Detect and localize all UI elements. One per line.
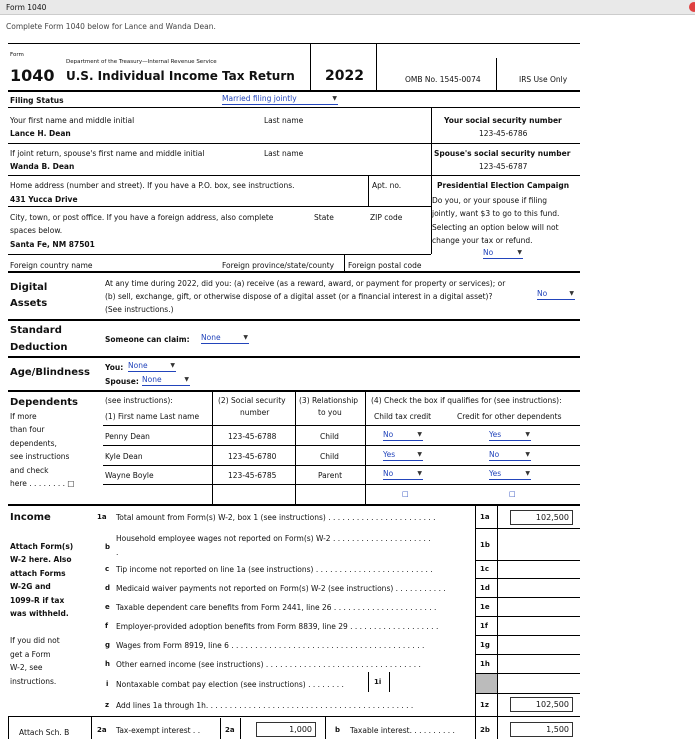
- dependent-relationship[interactable]: Child: [320, 432, 339, 441]
- income-side-text-2: If you did not: [10, 636, 60, 645]
- line-2b-text: Taxable interest. . . . . . . . . .: [350, 726, 455, 735]
- box-label: 1e: [480, 603, 490, 611]
- city-label-2: spaces below.: [10, 226, 63, 235]
- line-number: b: [335, 726, 341, 734]
- line-number: g: [105, 641, 111, 649]
- line-1z-input[interactable]: 102,500: [510, 697, 573, 712]
- line-number: b: [105, 543, 111, 551]
- digital-assets-label: Digital: [10, 282, 48, 293]
- income-side-text: Attach Form(s): [10, 542, 74, 551]
- income-side-text: attach Forms: [10, 569, 66, 578]
- box-label: 2b: [480, 726, 490, 734]
- dependents-col3-header: (3) Relationship: [299, 396, 359, 405]
- form-label: Form: [10, 52, 24, 58]
- spouse-name[interactable]: Wanda B. Dean: [10, 162, 75, 171]
- line-1i-text: Nontaxable combat pay election (see instructions) . . . . . . . .: [116, 680, 344, 689]
- digital-assets-question: (See instructions.): [105, 305, 174, 314]
- chevron-down-icon: ▼: [417, 431, 422, 438]
- city-label: City, town, or post office. If you have a foreign address, also complete: [10, 213, 274, 222]
- someone-can-claim-label: Someone can claim:: [105, 335, 190, 344]
- chevron-down-icon: ▼: [569, 290, 574, 297]
- zip-label: ZIP code: [370, 213, 403, 222]
- you-age-select[interactable]: None ▼: [128, 361, 175, 370]
- spouse-last-name-label: Last name: [264, 149, 304, 158]
- spouse-label: Spouse:: [105, 377, 139, 386]
- dependents-col2-header: (2) Social security: [218, 396, 286, 405]
- digital-assets-label-2: Assets: [10, 298, 48, 309]
- attach-sch-b-text: Attach Sch. B: [19, 728, 70, 737]
- dependents-col2-header-2: number: [240, 408, 270, 417]
- campaign-text: Selecting an option below will not: [432, 223, 559, 232]
- dependents-col1-header: (see instructions):: [105, 396, 173, 405]
- filing-status-select[interactable]: Married filing jointly ▼: [222, 94, 337, 103]
- line-number: c: [105, 565, 110, 573]
- dependents-side-text[interactable]: here . . . . . . . . □: [10, 479, 75, 488]
- filing-status-label: Filing Status: [10, 96, 64, 105]
- line-1a-input[interactable]: 102,500: [510, 510, 573, 525]
- chevron-down-icon: ▼: [517, 249, 522, 256]
- box-label: 1c: [480, 565, 490, 573]
- campaign-text: jointly, want $3 to go to this fund.: [432, 209, 560, 218]
- digital-assets-question: (b) sell, exchange, gift, or otherwise dispose of a digital asset (or a financial interest in a digital asset)?: [105, 292, 493, 301]
- spouse-ssn-label: Spouse's social security number: [434, 149, 571, 158]
- income-side-text: 1099-R if tax: [10, 596, 65, 605]
- line-number: e: [105, 603, 110, 611]
- line-1a-text: Total amount from Form(s) W-2, box 1 (see instructions) . . . . . . . . . . . . . . . . . . . . . . .: [116, 513, 436, 522]
- dependent-ssn[interactable]: 123-45-6788: [228, 432, 277, 441]
- chevron-down-icon: ▼: [525, 470, 530, 477]
- taxpayer-ssn[interactable]: 123-45-6786: [479, 129, 528, 138]
- line-1e-text: Taxable dependent care benefits from Form 2441, line 26 . . . . . . . . . . . . . . . . . . . . . .: [116, 603, 437, 612]
- dependent-ctc-select[interactable]: No ▼: [383, 469, 422, 478]
- dependents-side-text: If more: [10, 412, 37, 421]
- box-label: 1z: [480, 701, 489, 709]
- line-1b-dot: .: [116, 548, 119, 557]
- digital-assets-question: At any time during 2022, did you: (a) receive (as a reward, award, or payment for property or services); or: [105, 279, 506, 288]
- dependent-odc-select[interactable]: No ▼: [489, 450, 530, 459]
- chevron-down-icon: ▼: [184, 376, 189, 383]
- window-titlebar: [0, 0, 695, 15]
- box-label: 1i: [374, 678, 382, 686]
- income-label: Income: [10, 512, 51, 523]
- taxpayer-name[interactable]: Lance H. Dean: [10, 129, 71, 138]
- other-dependents-header: Credit for other dependents: [457, 412, 562, 421]
- tax-year: 2022: [325, 68, 364, 84]
- foreign-postal-label: Foreign postal code: [348, 261, 422, 270]
- dependent-ctc-select[interactable]: No ▼: [383, 430, 422, 439]
- dependent-odc-select[interactable]: Yes ▼: [489, 469, 530, 478]
- line-1g-text: Wages from Form 8919, line 6 . . . . . . . . . . . . . . . . . . . . . . . . . . . . . . . . . . . . . . . . .: [116, 641, 425, 650]
- spouse-first-name-label: If joint return, spouse's first name and middle initial: [10, 149, 205, 158]
- chevron-down-icon: ▼: [417, 451, 422, 458]
- income-side-text-2: instructions.: [10, 677, 57, 686]
- dependent-ssn[interactable]: 123-45-6780: [228, 452, 277, 461]
- state-label: State: [314, 213, 334, 222]
- standard-deduction-label: Standard: [10, 325, 62, 336]
- taxpayer-ssn-label: Your social security number: [444, 116, 562, 125]
- standard-deduction-label-2: Deduction: [10, 342, 68, 353]
- line-1h-text: Other earned income (see instructions) . . . . . . . . . . . . . . . . . . . . . . . . . . . . . . . . .: [116, 660, 421, 669]
- age-blindness-label: Age/Blindness: [10, 367, 90, 378]
- box-label: 1d: [480, 584, 490, 592]
- line-1f-text: Employer-provided adoption benefits from Form 8839, line 29 . . . . . . . . . . . . . . . . . . .: [116, 622, 439, 631]
- dependent-relationship[interactable]: Parent: [318, 471, 343, 480]
- irs-use-only: IRS Use Only: [519, 75, 568, 84]
- line-2a-input[interactable]: 1,000: [256, 722, 316, 737]
- someone-can-claim-select[interactable]: None ▼: [201, 333, 248, 342]
- foreign-province-label: Foreign province/state/county: [222, 261, 335, 270]
- empty-checkbox[interactable]: □: [402, 490, 409, 498]
- campaign-select[interactable]: No ▼: [483, 248, 522, 257]
- window-title: Form 1040: [6, 3, 47, 12]
- line-1i-shaded: [476, 673, 497, 693]
- line-number: 2a: [97, 726, 107, 734]
- line-1c-text: Tip income not reported on line 1a (see instructions) . . . . . . . . . . . . . . . . . . . . . . . . .: [116, 565, 433, 574]
- dependents-side-text: than four: [10, 425, 45, 434]
- income-side-text-2: W-2, see: [10, 663, 43, 672]
- dependents-col4-header: (4) Check the box if qualifies for (see instructions):: [371, 396, 562, 405]
- dependents-side-text: dependents,: [10, 439, 57, 448]
- line-number: d: [105, 584, 111, 592]
- form-title: U.S. Individual Income Tax Return: [66, 69, 295, 83]
- foreign-country-label: Foreign country name: [10, 261, 93, 270]
- dependents-col3-header-2: to you: [318, 408, 342, 417]
- spouse-age-select[interactable]: None ▼: [142, 375, 189, 384]
- box-label: 1f: [480, 622, 488, 630]
- chevron-down-icon: ▼: [417, 470, 422, 477]
- chevron-down-icon: ▼: [243, 334, 248, 341]
- dependents-label: Dependents: [10, 397, 78, 408]
- chevron-down-icon: ▼: [525, 451, 530, 458]
- income-side-text: W-2G and: [10, 582, 51, 591]
- spouse-ssn[interactable]: 123-45-6787: [479, 162, 528, 171]
- first-name-label: Your first name and middle initial: [10, 116, 135, 125]
- line-2a-text: Tax-exempt interest . .: [116, 726, 201, 735]
- income-side-text: W-2 here. Also: [10, 555, 72, 564]
- line-number: z: [105, 701, 110, 709]
- line-1z-text: Add lines 1a through 1h. . . . . . . . . . . . . . . . . . . . . . . . . . . . . . . . . . . . . . . . . . . .: [116, 701, 414, 710]
- campaign-text: change your tax or refund.: [432, 236, 533, 245]
- empty-checkbox[interactable]: □: [509, 490, 516, 498]
- dependents-side-text: see instructions: [10, 452, 70, 461]
- dependent-name[interactable]: Kyle Dean: [105, 452, 143, 461]
- box-label: 1a: [480, 513, 490, 521]
- dept-text: Department of the Treasury—Internal Revenue Service: [66, 59, 217, 65]
- line-number: h: [105, 660, 110, 668]
- line-1b-text: Household employee wages not reported on Form(s) W-2 . . . . . . . . . . . . . . . . . . . . .: [116, 534, 431, 543]
- campaign-title: Presidential Election Campaign: [437, 181, 570, 190]
- you-label: You:: [105, 363, 124, 372]
- digital-assets-select[interactable]: No ▼: [537, 289, 574, 298]
- apt-label: Apt. no.: [372, 181, 402, 190]
- chevron-down-icon: ▼: [525, 431, 530, 438]
- close-icon[interactable]: [689, 2, 695, 12]
- omb-number: OMB No. 1545-0074: [405, 75, 481, 84]
- dependents-side-text: and check: [10, 466, 49, 475]
- dependent-ssn[interactable]: 123-45-6785: [228, 471, 277, 480]
- dependent-name[interactable]: Wayne Boyle: [105, 471, 154, 480]
- dependent-relationship[interactable]: Child: [320, 452, 339, 461]
- box-label: 2a: [225, 726, 235, 734]
- home-address-label: Home address (number and street). If you have a P.O. box, see instructions.: [10, 181, 295, 190]
- line-2b-input[interactable]: 1,500: [510, 722, 573, 737]
- chevron-down-icon: ▼: [170, 362, 175, 369]
- box-label: 1h: [480, 660, 490, 668]
- line-number: f: [105, 622, 109, 630]
- line-1d-text: Medicaid waiver payments not reported on Form(s) W-2 (see instructions) . . . . . . . . . . .: [116, 584, 446, 593]
- city-state-zip[interactable]: Santa Fe, NM 87501: [10, 240, 95, 249]
- last-name-label: Last name: [264, 116, 304, 125]
- income-side-text: was withheld.: [10, 609, 69, 618]
- box-label: 1b: [480, 541, 490, 549]
- form-number: 1040: [10, 66, 55, 85]
- dependent-odc-select[interactable]: Yes ▼: [489, 430, 530, 439]
- line-number: i: [106, 680, 109, 688]
- dependents-col1b-header: (1) First name Last name: [105, 412, 200, 421]
- line-number: 1a: [97, 513, 107, 521]
- campaign-text: Do you, or your spouse if filing: [432, 196, 548, 205]
- street-address[interactable]: 431 Yucca Drive: [10, 195, 78, 204]
- income-side-text-2: get a Form: [10, 650, 51, 659]
- chevron-down-icon: ▼: [332, 95, 337, 102]
- instruction-text: Complete Form 1040 below for Lance and Wanda Dean.: [6, 22, 216, 31]
- child-tax-credit-header: Child tax credit: [374, 412, 432, 421]
- box-label: 1g: [480, 641, 490, 649]
- dependent-ctc-select[interactable]: Yes ▼: [383, 450, 422, 459]
- dependent-name[interactable]: Penny Dean: [105, 432, 150, 441]
